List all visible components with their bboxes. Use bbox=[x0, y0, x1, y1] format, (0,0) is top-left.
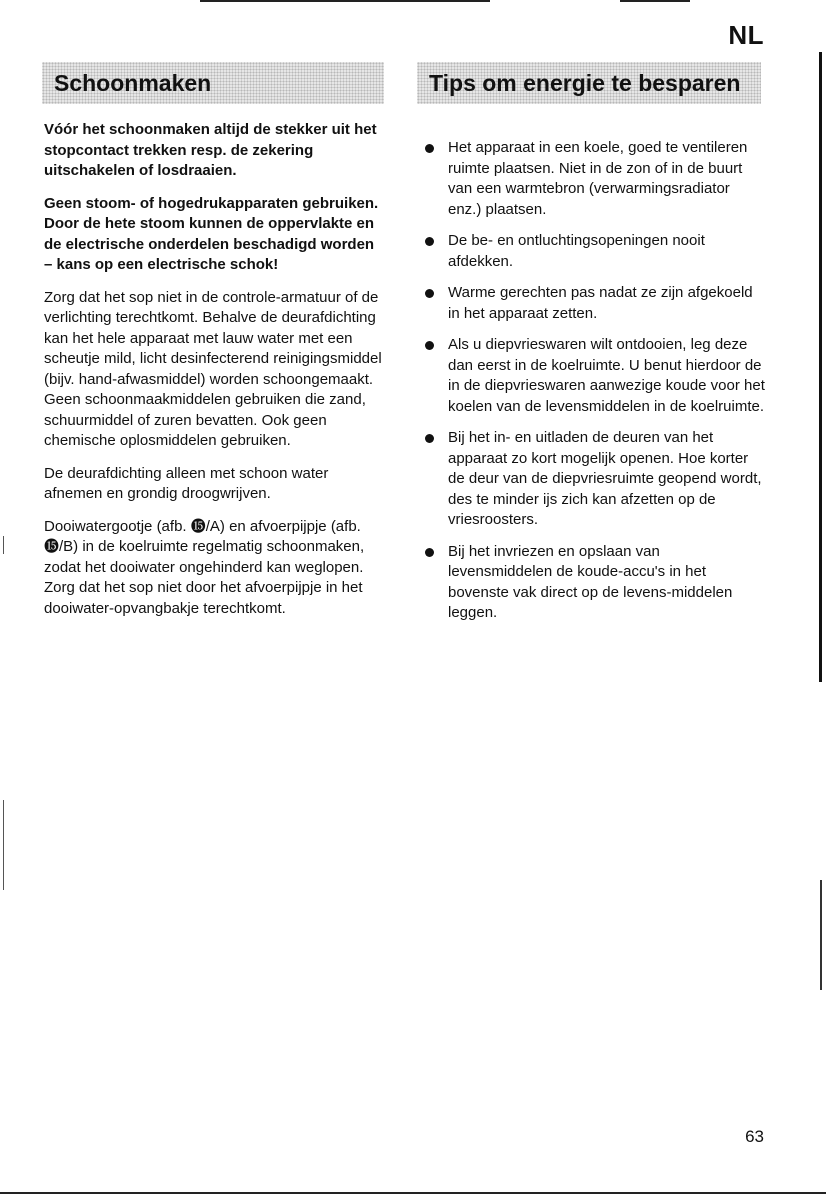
cleaning-warning-steam: Geen stoom- of hogedrukapparaten gebruiken. Door de hete stoom kunnen de oppervlakte en de electrische onderdelen beschadigd worden – kans op een electrische schok! bbox=[44, 194, 379, 273]
energy-tip-item bbox=[425, 335, 765, 417]
top-rule-left bbox=[200, 0, 490, 2]
bullet-icon bbox=[425, 237, 434, 246]
energy-tip-item bbox=[425, 138, 765, 220]
bullet-icon bbox=[425, 289, 434, 298]
right-margin-bar bbox=[819, 52, 822, 682]
top-rule-right bbox=[620, 0, 690, 2]
bullet-icon bbox=[425, 434, 434, 443]
energy-tip-text: Warme gerechten pas nadat ze zijn afgekoeld in het apparaat zetten. bbox=[448, 284, 753, 322]
cleaning-instructions: Zorg dat het sop niet in de controle-armatuur of de verlichting terechtkomt. Behalve de deurafdichting kan het hele apparaat met lauw water met een scheutje mild, licht desinfecterend reinigingsmiddel (bijv. hand-afwasmiddel) worden schoongemaakt. Geen schoonmaakmiddelen gebruiken die zand, schuurmiddel of zuren bevatten. Ook geen chemische oplosmiddelen gebruiken. bbox=[44, 288, 382, 449]
energy-tip-text: Bij het in- en uitladen de deuren van het apparaat zo kort mogelijk openen. Hoe korter de deur van de diepvriesruimte geopend wordt, des te minder ijs zich kan afzetten op de vriesroosters. bbox=[448, 429, 762, 528]
energy-tip-text: Het apparaat in een koele, goed te ventileren ruimte plaatsen. Niet in de zon of in de buurt van een warmtebron (verwarmingsradiator enz.) plaatsen. bbox=[448, 139, 748, 218]
cleaning-heading: Schoonmaken bbox=[42, 62, 384, 104]
bullet-icon bbox=[425, 548, 434, 557]
bottom-rule bbox=[0, 1192, 826, 1194]
energy-tip-item bbox=[425, 283, 765, 324]
page-number: 63 bbox=[745, 1127, 764, 1146]
right-margin-bar-lower bbox=[820, 880, 822, 990]
energy-tip-text: De be- en ontluchtingsopeningen nooit afdekken. bbox=[448, 232, 705, 270]
energy-tips-heading: Tips om energie te besparen bbox=[417, 62, 761, 104]
bullet-icon bbox=[425, 341, 434, 350]
door-seal-instructions: De deurafdichting alleen met schoon water afnemen en grondig droogwrijven. bbox=[44, 464, 329, 502]
language-code: NL bbox=[728, 20, 764, 50]
energy-tip-text: Bij het invriezen en opslaan van levensmiddelen de koude-accu's in het bovenste vak direct op de levens-middelen leggen. bbox=[448, 542, 733, 621]
energy-tip-item bbox=[425, 428, 765, 531]
drain-instructions: Dooiwatergootje (afb. ⓯/A) en afvoerpijpje (afb. ⓯/B) in de koelruimte regelmatig schoonmaken, zodat het dooiwater ongehinderd kan weglopen. Zorg dat het sop niet door het afvoerpijpje in het dooiwater-opvangbakje terechtkomt. bbox=[44, 517, 365, 617]
bullet-icon bbox=[425, 144, 434, 153]
energy-tips-list bbox=[425, 138, 765, 624]
energy-tip-item bbox=[425, 231, 765, 272]
cleaning-section bbox=[44, 62, 384, 631]
left-margin-mark-lower bbox=[3, 800, 4, 890]
energy-tip-text: Als u diepvrieswaren wilt ontdooien, leg deze dan eerst in de koelruimte. U benut hierdoor de in de diepvrieswaren aanwezige koude voor het koelen van de levensmiddelen in de koelruimte. bbox=[448, 336, 765, 415]
left-margin-mark bbox=[3, 536, 4, 554]
energy-tip-item bbox=[425, 542, 765, 624]
cleaning-warning-unplug: Vóór het schoonmaken altijd de stekker uit het stopcontact trekken resp. de zekering uitschakelen of losdraaien. bbox=[44, 121, 377, 179]
energy-tips-section bbox=[425, 62, 765, 635]
